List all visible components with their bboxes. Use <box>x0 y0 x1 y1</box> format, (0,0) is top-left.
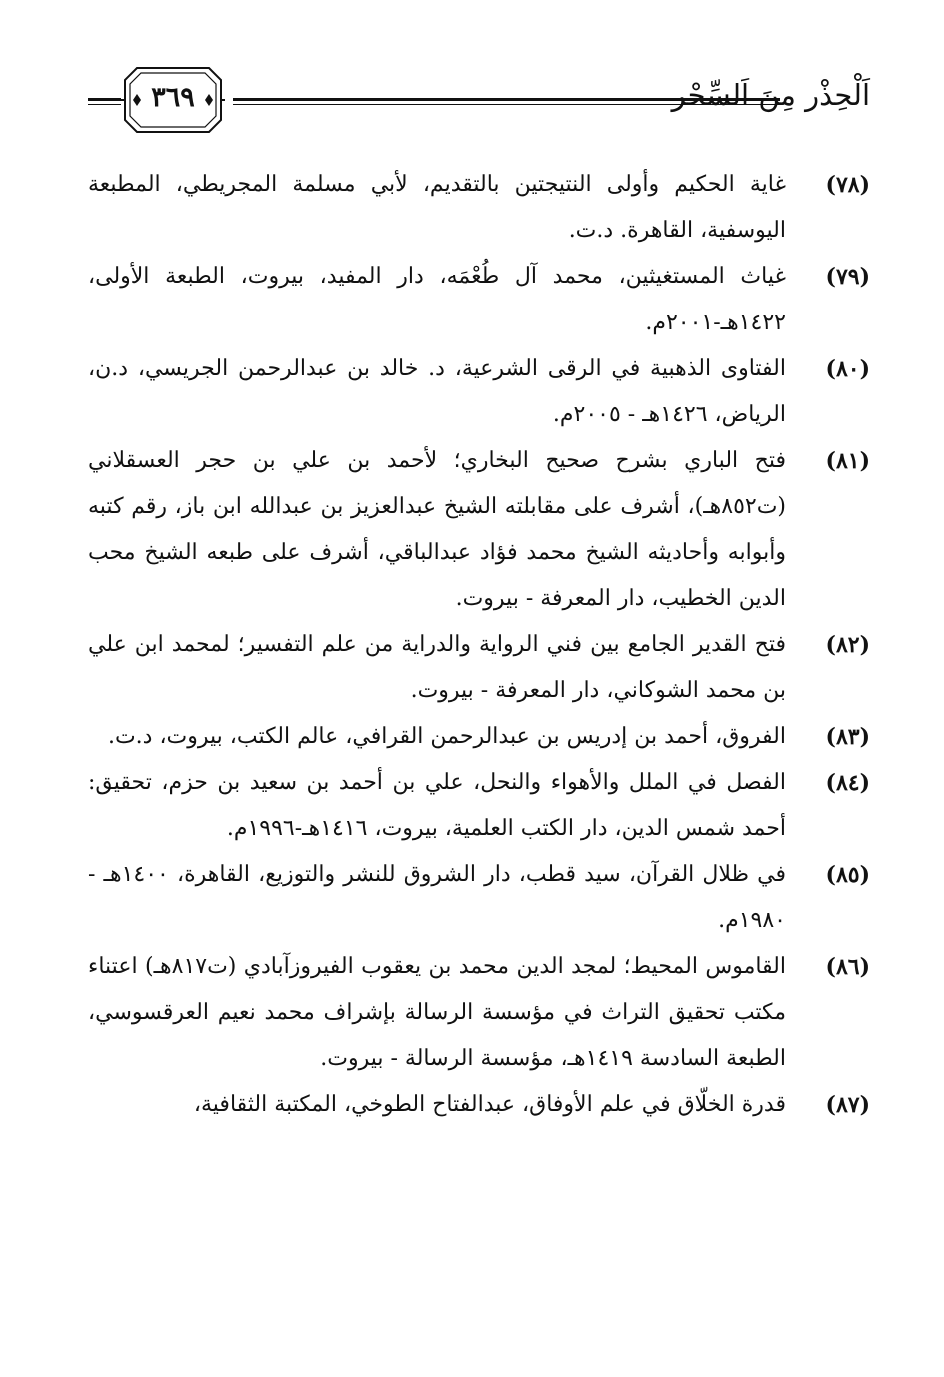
entry-text: فتح القدير الجامع بين فني الرواية والدراية من علم التفسير؛ لمحمد ابن علي بن محمد الشوكاني، دار المعرفة - بيروت. <box>88 632 786 703</box>
header-rule-top <box>233 98 780 101</box>
entry-number: (٨٤) <box>825 770 870 796</box>
bibliography-entry <box>88 346 870 438</box>
entry-text: في ظلال القرآن، سيد قطب، دار الشروق للنشر والتوزيع، القاهرة، ١٤٠٠هـ - ١٩٨٠م. <box>88 862 786 933</box>
entry-text: الفتاوى الذهبية في الرقى الشرعية، د. خالد بن عبدالرحمن الجريسي، د.ن، الرياض، ١٤٢٦هـ - ٢٠٠٥م. <box>88 356 786 427</box>
bibliography-entry <box>88 1082 870 1128</box>
entry-number: (٨١) <box>825 448 870 474</box>
header-rule-bottom <box>233 104 780 105</box>
entry-number: (٨٢) <box>825 632 870 658</box>
bibliography-entry <box>88 438 870 622</box>
entry-number: (٧٨) <box>825 172 870 198</box>
entry-number: (٨٣) <box>825 724 870 750</box>
entry-text: الفروق، أحمد بن إدريس بن عبدالرحمن القرافي، عالم الكتب، بيروت، د.ت. <box>107 724 786 749</box>
header-rule-short-bottom <box>88 104 121 105</box>
entry-text: غاية الحكيم وأولى النتيجتين بالتقديم، لأبي مسلمة المجريطي، المطبعة اليوسفية، القاهرة. د.ت. <box>88 172 786 243</box>
bibliography-entry <box>88 622 870 714</box>
entry-text: فتح الباري بشرح صحيح البخاري؛ لأحمد بن علي بن حجر العسقلاني (ت٨٥٢هـ)، أشرف على مقابلته الشيخ عبدالعزيز بن عبدالله ابن باز، رقم كتبه وأبوابه وأحاديثه الشيخ محمد فؤاد عبدالباقي، أشرف على طبعه الشيخ محب الدين الخطيب، دار المعرفة - بيروت. <box>88 448 786 611</box>
bibliography-list <box>88 162 870 1128</box>
running-header <box>88 58 870 138</box>
page-number-frame <box>121 64 225 136</box>
entry-text: قدرة الخلّاق في علم الأوفاق، عبدالفتاح الطوخي، المكتبة الثقافية، <box>193 1092 786 1117</box>
page-number: ٣٦٩ <box>151 82 195 113</box>
entry-text: القاموس المحيط؛ لمجد الدين محمد بن يعقوب الفيروزآبادي (ت٨١٧هـ) اعتناء مكتب تحقيق التراث في مؤسسة الرسالة بإشراف محمد نعيم العرقسوسي، الطبعة السادسة ١٤١٩هـ، مؤسسة الرسالة - بيروت. <box>88 954 787 1071</box>
entry-text: الفصل في الملل والأهواء والنحل، علي بن أحمد بن سعيد بن حزم، تحقيق: أحمد شمس الدين، دار الكتب العلمية، بيروت، ١٤١٦هـ-١٩٩٦م. <box>88 770 786 841</box>
entry-number: (٧٩) <box>825 264 870 290</box>
entry-text: غياث المستغيثين، محمد آل طُعْمَه، دار المفيد، بيروت، الطبعة الأولى، ١٤٢٢هـ-٢٠٠١م. <box>88 264 786 335</box>
entry-number: (٨٥) <box>825 862 870 888</box>
bibliography-entry <box>88 162 870 254</box>
header-rule-short-top <box>88 98 121 101</box>
bibliography-entry <box>88 254 870 346</box>
running-title: اَلْحِذْر مِنَ اَلسِّحْر <box>671 78 870 112</box>
entry-number: (٨٦) <box>825 954 870 980</box>
bibliography-entry <box>88 760 870 852</box>
entry-number: (٨٠) <box>825 356 870 382</box>
bibliography-entry <box>88 944 870 1082</box>
entry-number: (٨٧) <box>825 1092 870 1118</box>
bibliography-entry <box>88 714 870 760</box>
bibliography-entry <box>88 852 870 944</box>
